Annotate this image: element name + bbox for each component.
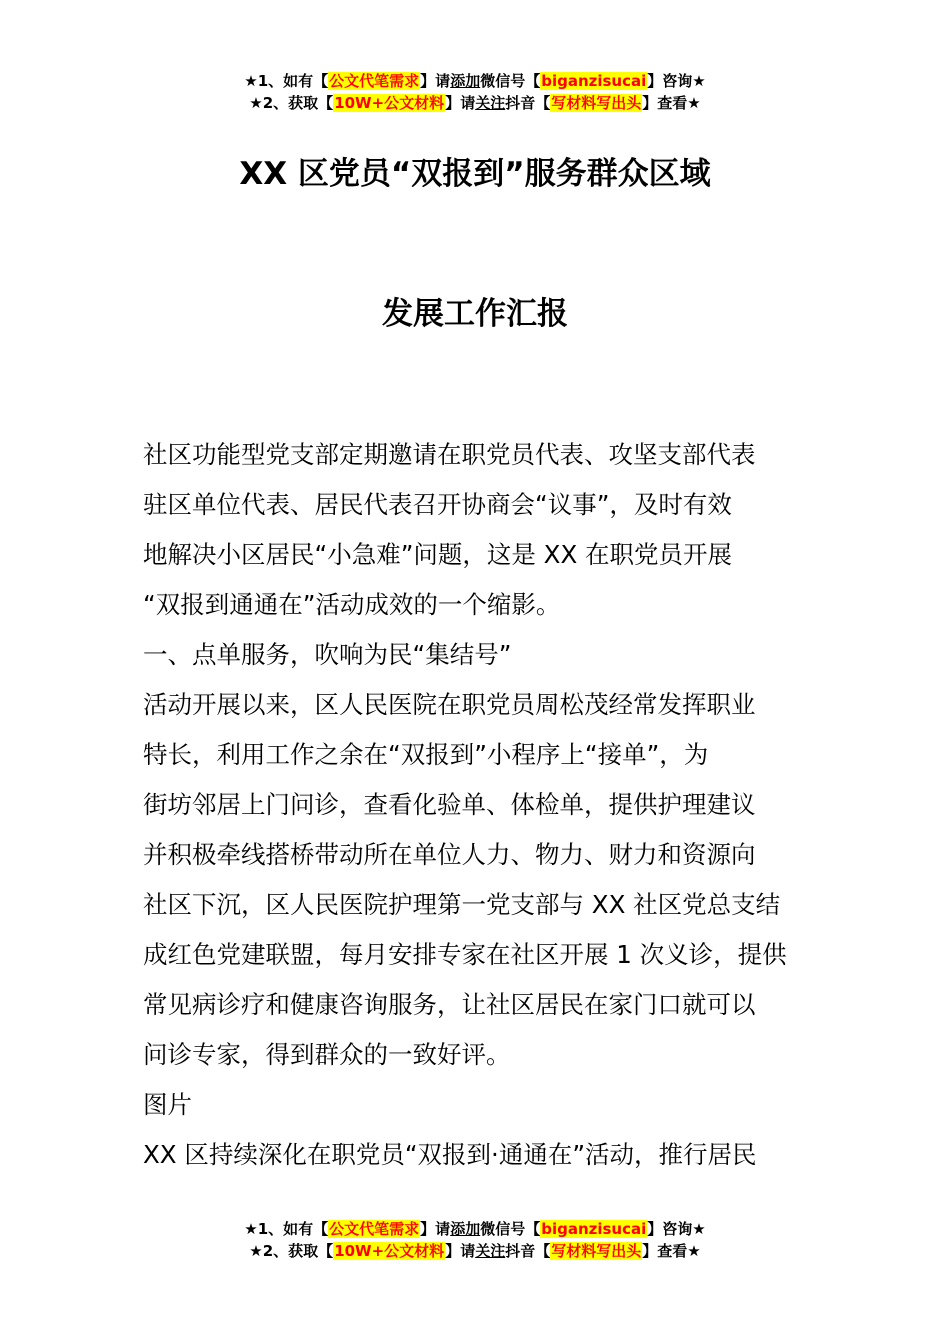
highlight-douyin: 写材料写出头 xyxy=(551,1242,642,1260)
highlight-service: 公文代笔需求 xyxy=(329,72,420,90)
body-line: XX 区持续深化在职党员“双报到·通通在”活动，推行居民 xyxy=(143,1140,757,1169)
body-line: 街坊邻居上门问诊，查看化验单、体检单，提供护理建议 xyxy=(143,790,756,819)
body-line: 并积极牵线搭桥带动所在单位人力、物力、财力和资源向 xyxy=(143,840,756,869)
section-heading: 一、点单服务，吹响为民“集结号” xyxy=(143,640,512,669)
document-title-line-2: 发展工作汇报 xyxy=(382,296,568,332)
banner-line-2: ★2、获取【10W+公文材料】请关注抖音【写材料写出头】查看★ xyxy=(249,1242,701,1260)
highlight-service: 公文代笔需求 xyxy=(329,1220,420,1238)
highlight-materials: 10W+公文材料 xyxy=(334,1242,445,1260)
document-body xyxy=(143,430,811,1180)
document-title-line-1: XX 区党员“双报到”服务群众区域 xyxy=(239,156,711,192)
body-line: 成红色党建联盟，每月安排专家在社区开展 1 次义诊，提供 xyxy=(143,940,787,969)
highlight-wechat-id: biganzisucai xyxy=(541,72,647,90)
body-line: “双报到通通在”活动成效的一个缩影。 xyxy=(143,590,561,619)
body-line: 常见病诊疗和健康咨询服务，让社区居民在家门口就可以 xyxy=(143,990,756,1019)
body-line: 活动开展以来，区人民医院在职党员周松茂经常发挥职业 xyxy=(143,690,756,719)
body-line: 特长，利用工作之余在“双报到”小程序上“接单”，为 xyxy=(143,740,709,769)
banner-line-1: ★1、如有【公文代笔需求】请添加微信号【biganzisucai】咨询★ xyxy=(244,1220,706,1238)
footer-banner xyxy=(0,1218,950,1262)
body-line: 驻区单位代表、居民代表召开协商会“议事”，及时有效 xyxy=(143,490,732,519)
highlight-douyin: 写材料写出头 xyxy=(551,94,642,112)
header-banner xyxy=(0,70,950,114)
body-line: 地解决小区居民“小急难”问题，这是 XX 在职党员开展 xyxy=(143,540,733,569)
body-line: 社区功能型党支部定期邀请在职党员代表、攻坚支部代表 xyxy=(143,440,756,469)
body-line: 问诊专家，得到群众的一致好评。 xyxy=(143,1040,511,1069)
highlight-materials: 10W+公文材料 xyxy=(334,94,445,112)
banner-line-1: ★1、如有【公文代笔需求】请添加微信号【biganzisucai】咨询★ xyxy=(244,72,706,90)
body-line: 社区下沉，区人民医院护理第一党支部与 XX 社区党总支结 xyxy=(143,890,781,919)
highlight-wechat-id: biganzisucai xyxy=(541,1220,647,1238)
banner-line-2: ★2、获取【10W+公文材料】请关注抖音【写材料写出头】查看★ xyxy=(249,94,701,112)
image-placeholder-label: 图片 xyxy=(143,1090,192,1119)
